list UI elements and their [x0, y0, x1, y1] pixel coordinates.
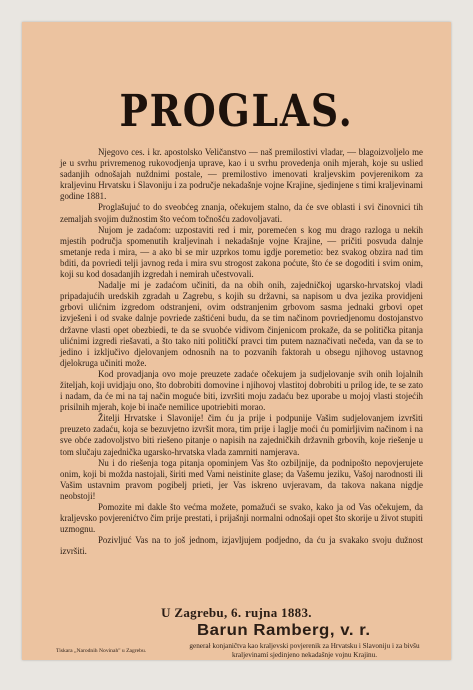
paragraph: Nadalje mi je zadaćom učiniti, da na obih onih, zajedničkoj ugarsko-hrvatskoj vladi pripadajućih uredskih zgradah u Zagrebu, s kojih su državni, sa napisom u dva jezika providjeni grbovi ulićnim izgredom odstranjeni, ovim odstranjenim grbovom sasma jednaki grbovi opet izvješeni i od svake dalnje povriede zaštićeni budu, da se tim načinom povriedjenomu dostojanstvo državne vlasti opet obezbiedi, te da se svuobće vidivom činjenicom prokaže, da se politička pitanja ulićnimi izgredi riešavati, a što tako niti političkí pravci tim putem naznačivati nečeda, van da se to jedino i izključivo djelovanjem odnosnih na to pozvanih faktorah u obsegu njihovog ustavnog djelokruga učiniti može.	[60, 280, 423, 368]
date-line: U Zagrebu, 6. rujna 1883.	[161, 605, 312, 620]
paragraph: Kod provadjanja ovo moje preuzete zadaće očekujem ja sudjelovanje svih onih lojalnih žiteljah, koji uvidjaju ono, što dobrobiti domovine i njihovoj vlastitoj dobrobiti u prilog ide, te se zato i nadam, da će mi na taj način moguće biti, izvršiti moju zadaću bez uporabe u mojoj vlasti stojećih prisilnih mjerah, koje bi inače nemilice upotriebiti morao.	[60, 368, 423, 413]
paragraph: Pozivljuć Vas na to još jednom, izjavljujem podjedno, da ću ja svakako svoju dužnost izvršiti.	[60, 535, 423, 557]
paragraph: Nu i do riešenja toga pitanja opominjem Vas što ozbiljnije, da podnipošto nepovjerujete onim, koji bi možda nastojali, širiti med Vami neistinite glase; da Vašemu jeziku, Vašoj narodnosti ili Vašim ustavnim pravom pogibelj prieti, jer Vas iskreno uvjeravam, da takova nakana nigdje neobstoji!	[60, 457, 423, 501]
paragraph: Pomozite mi dakle što većma možete, pomažući se svako, kako ja od Vas očekujem, da kraljevsko povjerenićtvo čim prije prestati, i prijašnji normalni odnošaji opet što skorije u život stupiti uzmognu.	[60, 502, 423, 535]
proclamation-body	[60, 147, 423, 557]
poster-title: PROGLAS.	[119, 86, 354, 137]
paragraph: Žitelji Hrvatske i Slavonije! čim ću ja prije i podpunije Vašim sudjelovanjem izvršiti preuzeto zadaću, koja se bezuvjetno izvršit mora, tim prije i laglje moći ću pomirljivim načinom i na sve obće zadovoljstvo biti riešeno pitanje o napisih na zajedničkih državnih grbovih, koje riešenje u tom slučaju zajednička ugarsko-hrvatska vlada zamrniti namjerava.	[60, 413, 423, 457]
signature-name: Barun Ramberg, v. r.	[197, 622, 371, 639]
paragraph: Proglašujuć to do sveobćeg znanja, očekujem stalno, da će sve oblasti i svi činovnici tih zemaljah svojim dužnostim što većom točnošću zadovoljavati.	[60, 202, 423, 224]
printer-imprint: Tiskara „Narodnih Novinah" u Zagrebu.	[56, 648, 147, 654]
paragraph: Njegovo ces. i kr. apostolsko Veličanstvo — naš premilostivi vladar, — blagoizvoljelo me je u svrhu privremenog rukovodjenja uprave, kao i u svrhu provedenja onih mjerah, koje su uslied sadanjih odnošajah nuždnimi postale, — premilostivo imenovati kraljevskim povjerenikom za kraljevinu Hrvatsku i Slavoniju i za područje nekadašnje vojne Krajine, sjedinjene s timi kraljevinami godine 1881.	[60, 147, 423, 202]
paragraph: Nujom je zadaćom: uzpostaviti red i mir, poremećen s kog mu drago razloga u nekih mjestih područja spomenutih kraljevinah i nekadašnje vojne Krajine, — pričiti posvuda dalnje smetanje reda i mira, — a ako bi se mir uzprkos tomu igdje poremetio: bez svakog obzira nad tim bditi, da povriedi telji javnog reda i mira svu strogost zakona poćute, što će se dogoditi i svim onim, koji su kod dosadanjih izgredah i nemirah učestvovali.	[60, 224, 423, 280]
signer-title: generał konjaničtva kao kraljevski povjerenik za Hrvatsku i Slavoniju i za bivšu kraljevinamí sjedinjeno nekadašnje vojnu Krajinu.	[189, 642, 420, 659]
proclamation-poster	[22, 22, 451, 660]
